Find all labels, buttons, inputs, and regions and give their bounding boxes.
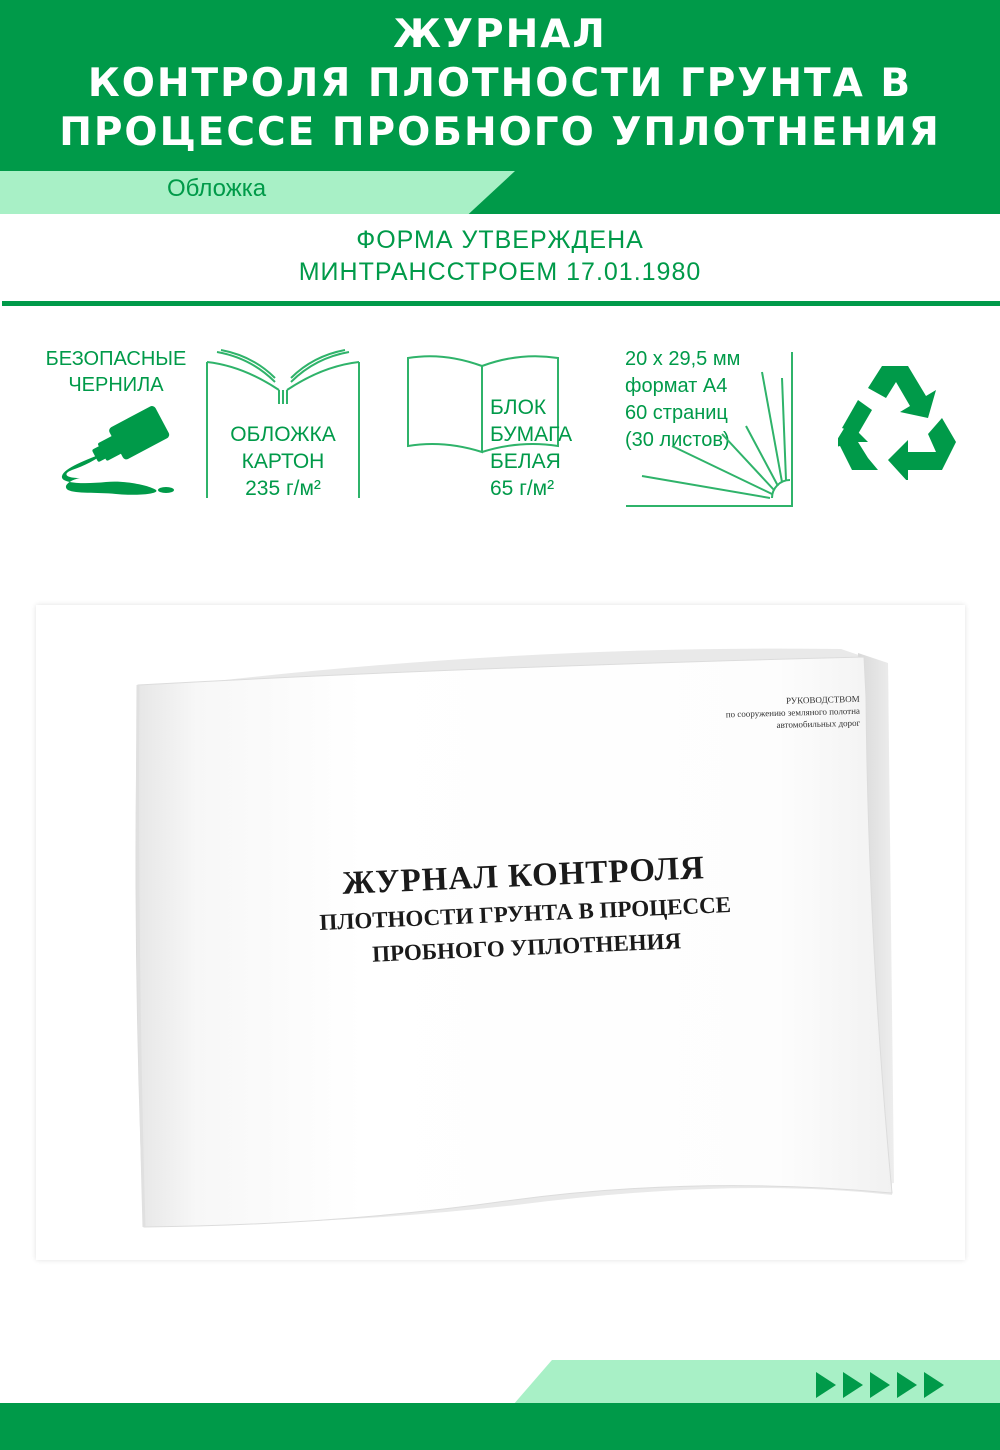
page-format-rays-icon	[622, 348, 798, 510]
approval-note	[0, 224, 1000, 288]
cover-line: ОБЛОЖКА	[230, 423, 336, 446]
format-line: формат А4	[625, 375, 728, 397]
approval-line: ФОРМА УТВЕРЖДЕНА	[356, 226, 644, 254]
block-line: БЕЛАЯ	[490, 450, 561, 473]
journal-title-line: ПРОБНОГО УПЛОТНЕНИЯ	[371, 928, 682, 967]
page-title-line: КОНТРОЛЯ ПЛОТНОСТИ ГРУНТА В	[87, 61, 913, 106]
approval-line: МИНТРАНССТРОЕМ 17.01.1980	[298, 258, 702, 286]
format-line: 20 х 29,5 мм	[625, 348, 741, 370]
meta-line: по сооружению земляного полотна	[725, 705, 861, 720]
block-line: 65 г/м²	[490, 477, 555, 500]
ink-line: ЧЕРНИЛА	[68, 374, 164, 396]
block-line: БЛОК	[490, 396, 547, 419]
journal-title-line: ЖУРНАЛ КОНТРОЛЯ	[341, 850, 706, 902]
meta-line: автомобильных дорог	[776, 717, 861, 730]
cover-line: 235 г/м²	[245, 477, 321, 500]
footer-bar	[0, 1403, 1000, 1450]
block-feature-label	[490, 394, 572, 502]
cover-feature-label	[222, 421, 344, 502]
next-arrows-icon[interactable]	[816, 1370, 952, 1400]
ink-line: БЕЗОПАСНЫЕ	[45, 348, 187, 370]
meta-line: РУКОВОДСТВОМ	[785, 693, 860, 706]
journal-cover-title	[288, 845, 762, 975]
page-title	[0, 10, 1000, 157]
cover-tab-label: Обложка	[167, 175, 267, 202]
journal-meta-text	[692, 693, 861, 733]
format-line: (30 листов)	[625, 429, 730, 451]
divider	[2, 301, 1000, 306]
journal-title-line: ПЛОТНОСТИ ГРУНТА В ПРОЦЕССЕ	[318, 892, 732, 935]
ink-feature-label	[40, 346, 192, 398]
block-line: БУМАГА	[490, 423, 573, 446]
cover-line: КАРТОН	[241, 450, 325, 473]
spilled-ink-bottle-icon	[56, 404, 186, 496]
format-line: 60 страниц	[625, 402, 728, 424]
page-title-line: ПРОЦЕССЕ ПРОБНОГО УПЛОТНЕНИЯ	[59, 110, 941, 155]
page-title-line: ЖУРНАЛ	[393, 12, 607, 57]
recycle-icon	[838, 362, 958, 480]
